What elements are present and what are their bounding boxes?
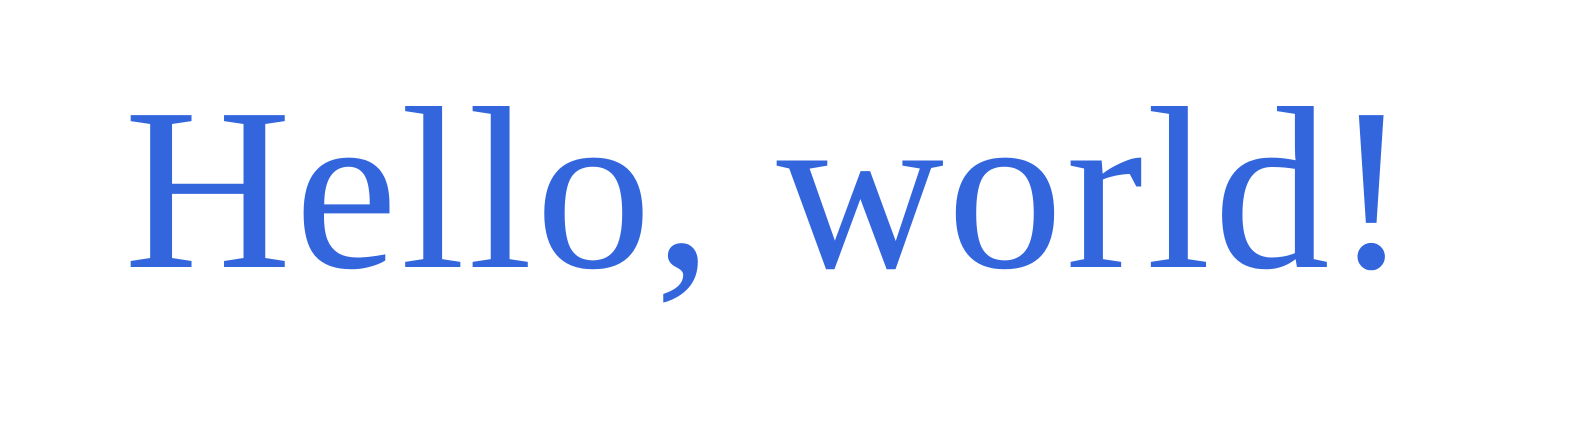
greeting-heading: Hello, world! xyxy=(124,61,1413,318)
